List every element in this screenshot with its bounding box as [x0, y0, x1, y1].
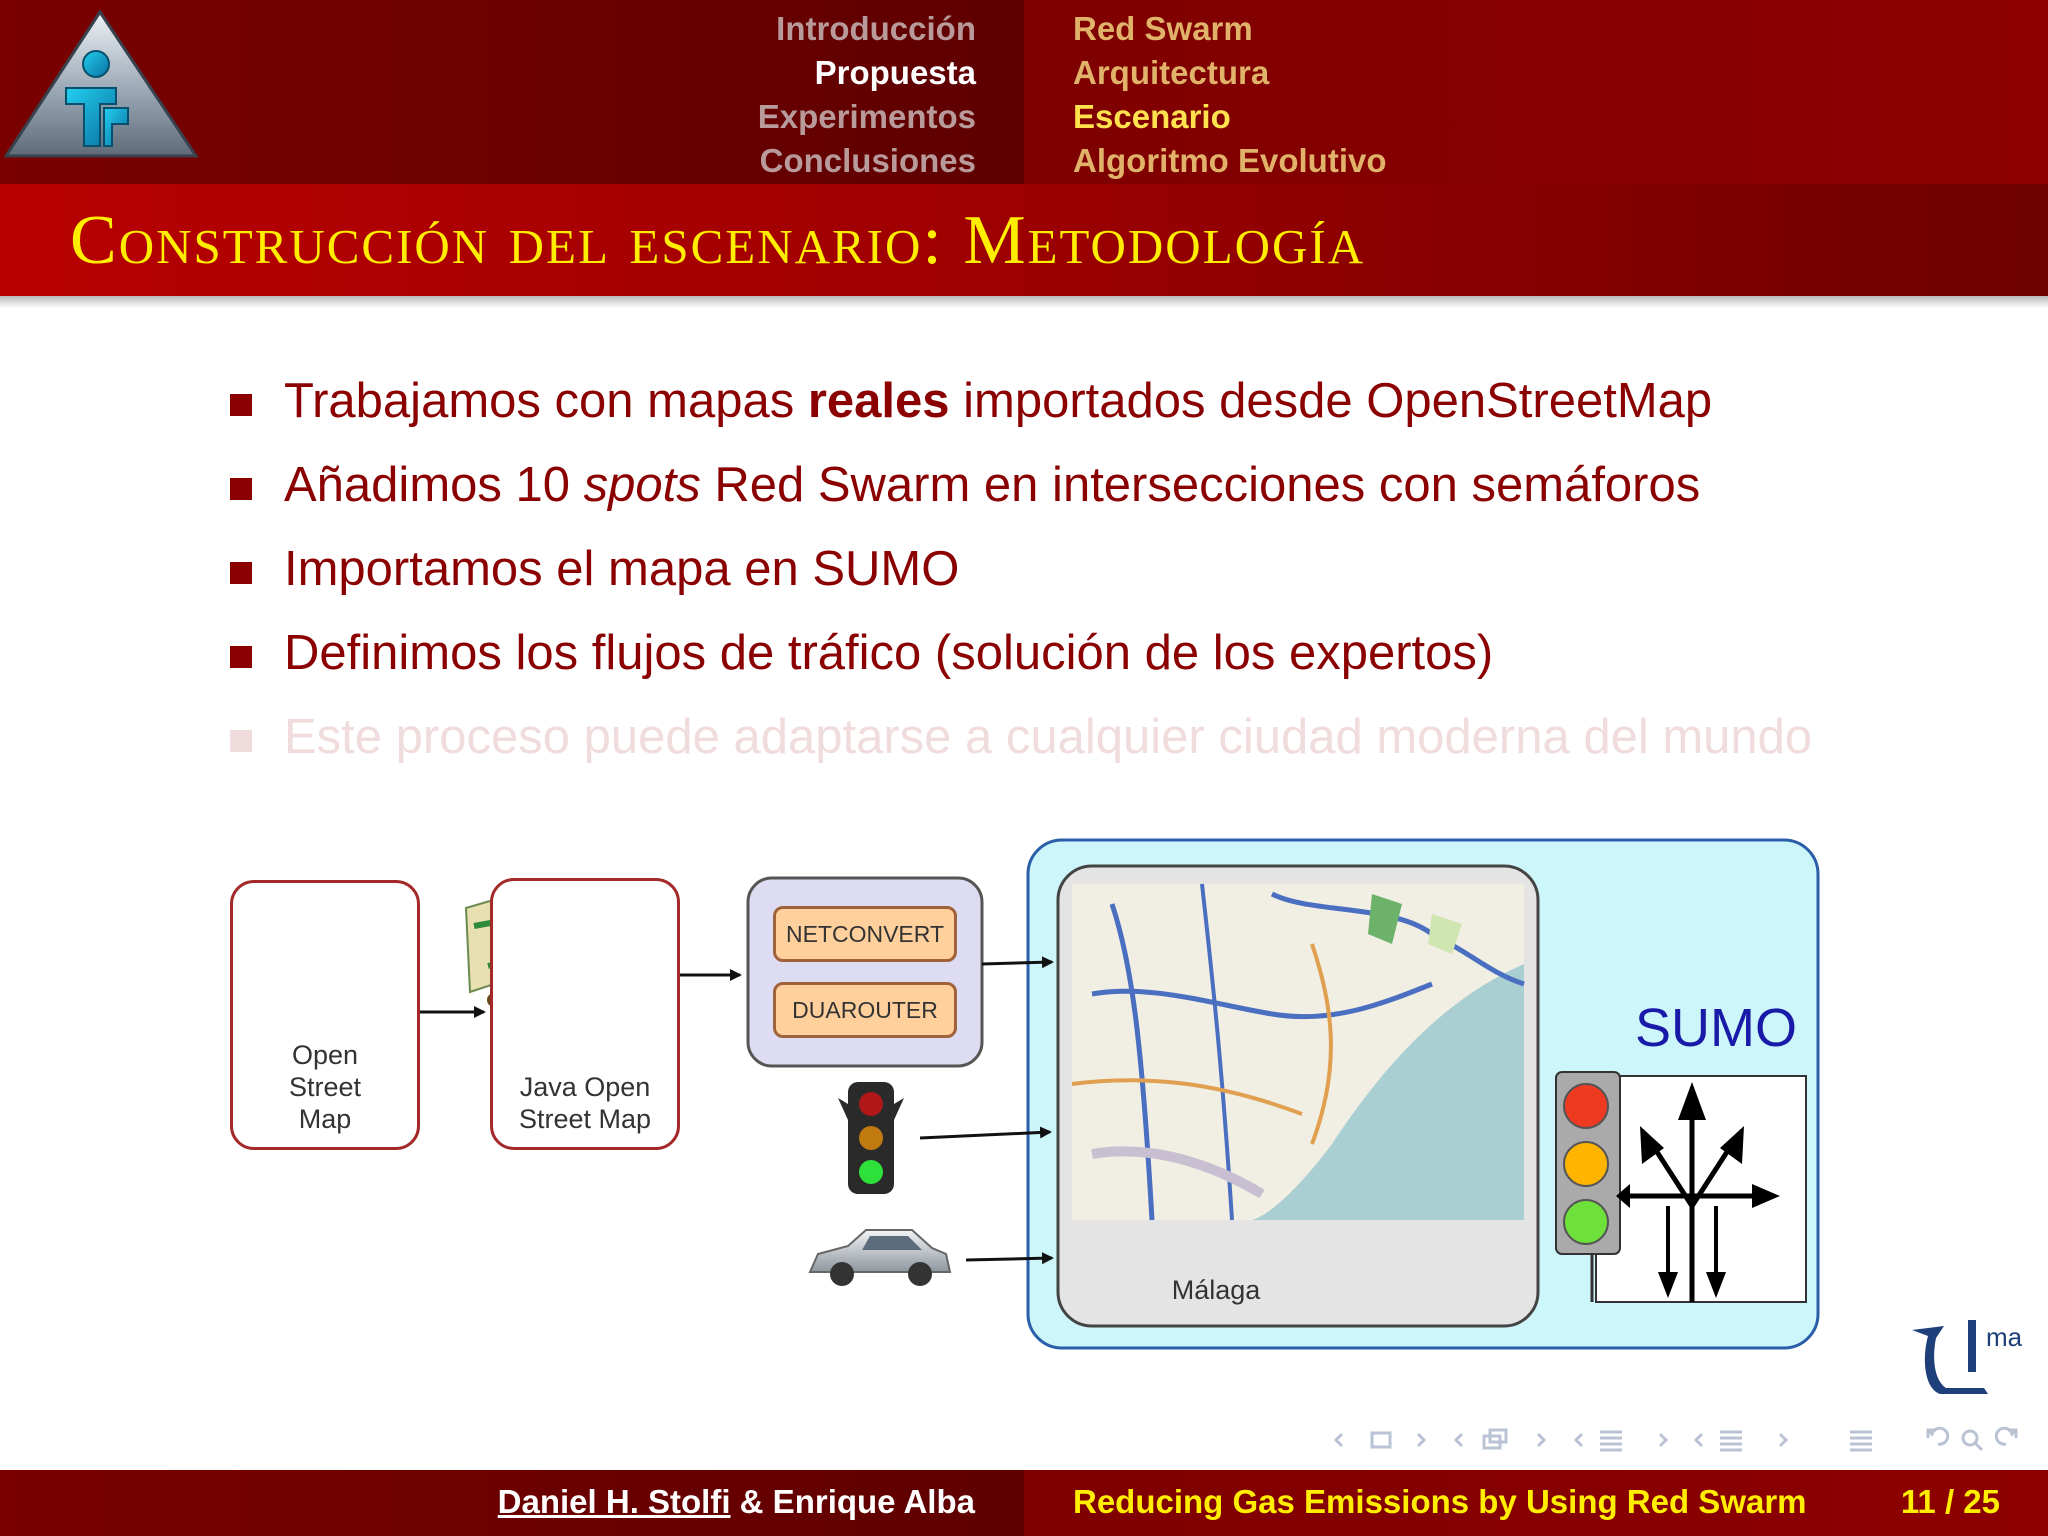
openstreetmap-label	[233, 1039, 417, 1135]
nav-section-icon[interactable]	[1576, 1432, 1666, 1450]
square-bullet-icon	[230, 646, 252, 668]
nav-section-experimentos[interactable]: Experimentos	[757, 98, 976, 135]
nav-subsection-arquitectura[interactable]: Arquitectura	[1073, 54, 1270, 91]
openstreetmap-box	[230, 880, 420, 1150]
frame-title-bar	[0, 184, 2048, 296]
nav-document-icon[interactable]	[1696, 1432, 1786, 1450]
nav-undo-icon[interactable]	[1928, 1428, 1948, 1444]
bullet-item	[228, 456, 2028, 540]
netconvert-box: NETCONVERT	[773, 906, 957, 962]
frame-title: Construcción del escenario: Metodología	[70, 202, 1366, 279]
box-label-line: Open	[291, 1040, 359, 1070]
footer	[0, 1470, 2048, 1536]
box-label-line: Map	[298, 1104, 352, 1134]
nav-frame-icon[interactable]	[1336, 1433, 1424, 1447]
java-openstreetmap-box	[490, 878, 680, 1150]
nav-subsection-red-swarm[interactable]: Red Swarm	[1073, 10, 1253, 47]
bullet-text: importados desde OpenStreetMap	[949, 374, 1713, 428]
bullet-item	[228, 624, 2028, 708]
nav-section-propuesta[interactable]: Propuesta	[814, 54, 976, 91]
square-bullet-icon	[230, 730, 252, 752]
bullet-text: Red Swarm en intersecciones con semáforos	[700, 458, 1701, 512]
nav-redo-icon[interactable]	[1996, 1428, 2016, 1444]
bullet-text: Trabajamos con mapas	[284, 374, 808, 428]
subsection-navigation	[1073, 7, 1387, 183]
bullet-italic-text: spots	[583, 458, 701, 512]
bullet-text: Añadimos 10	[284, 458, 584, 512]
malaga-map-image	[1072, 884, 1524, 1220]
diagram-graphics	[226, 836, 1826, 1356]
arrow-tools-to-map	[982, 962, 1052, 964]
bullet-list	[228, 372, 2028, 792]
bullet-text: Definimos los flujos de tráfico (solución de los expertos)	[284, 626, 1494, 680]
university-logo	[1906, 1318, 2036, 1408]
box-label-line: Java Open	[519, 1072, 651, 1102]
beamer-navigation-symbols	[1330, 1424, 2040, 1456]
page-number: 11 / 25	[1900, 1483, 2000, 1520]
traffic-light-icon	[838, 1082, 904, 1194]
arrow-car-to-map	[966, 1258, 1052, 1260]
search-icon[interactable]	[1963, 1431, 1982, 1450]
square-bullet-icon	[230, 394, 252, 416]
footer-authors	[498, 1480, 975, 1524]
nav-section-conclusiones[interactable]: Conclusiones	[759, 142, 976, 179]
square-bullet-icon	[230, 478, 252, 500]
bullet-item	[228, 372, 2028, 456]
bullet-text: Este proceso puede adaptarse a cualquier ciudad moderna del mundo	[284, 710, 1813, 764]
section-navigation	[758, 7, 976, 183]
methodology-diagram	[226, 836, 1826, 1356]
box-label-line: Street	[288, 1072, 362, 1102]
bullet-text: Importamos el mapa en SUMO	[284, 542, 960, 596]
bullet-bold-text: reales	[807, 374, 950, 428]
box-label-line: Street Map	[518, 1104, 652, 1134]
sumo-label: SUMO	[1635, 998, 1797, 1058]
footer-presenter: Daniel H. Stolfi	[497, 1483, 731, 1520]
footer-coauthor: & Enrique Alba	[730, 1483, 975, 1520]
bullet-item-faded	[228, 708, 2028, 792]
uma-logo-text: ma	[1986, 1322, 2023, 1352]
nav-subsection-escenario[interactable]: Escenario	[1073, 98, 1231, 135]
nav-subsection-algoritmo-evolutivo[interactable]: Algoritmo Evolutivo	[1073, 142, 1387, 179]
square-bullet-icon	[230, 562, 252, 584]
sumo-traffic-symbol	[1556, 1072, 1806, 1302]
institution-logo	[4, 8, 200, 158]
nav-subsection-icon[interactable]	[1456, 1430, 1544, 1448]
header	[0, 0, 2048, 184]
bullet-item	[228, 540, 2028, 624]
nav-section-introduccion[interactable]: Introducción	[776, 10, 976, 47]
duarouter-box: DUAROUTER	[773, 982, 957, 1038]
nav-appendix-icon[interactable]	[1850, 1432, 1872, 1450]
malaga-label: Málaga	[1171, 1275, 1261, 1305]
footer-talk-title: Reducing Gas Emissions by Using Red Swarm	[1073, 1483, 1807, 1520]
car-icon	[810, 1230, 950, 1286]
java-openstreetmap-label	[493, 1071, 677, 1135]
